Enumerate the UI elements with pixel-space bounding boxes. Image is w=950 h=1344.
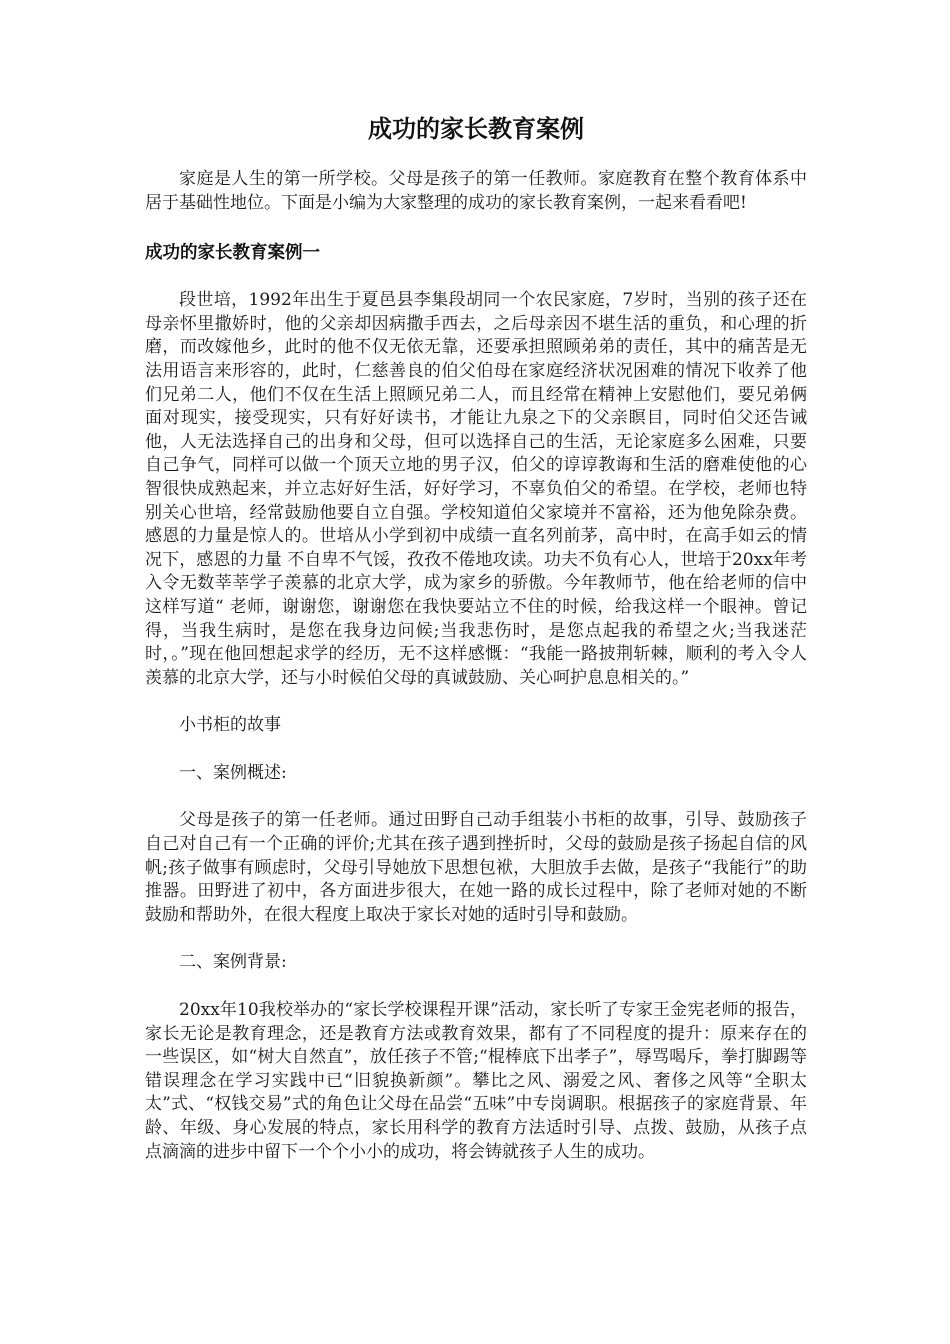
story-title: 小书柜的故事 — [179, 715, 281, 736]
background-paragraph: 20xx年10我校举办的“家长学校课程开课”活动，家长听了专家王金宪老师的报告，家长无论是教育理念，还是教育方法或教育效果，都有了不同程度的提升：原来存在的一些误区，如“树大自然直”，放任孩子不管;“棍棒底下出孝子”，辱骂喝斥，拳打脚踢等错误理念在学习实践中已“旧貌换新颜”。攀比之风、溺爱之风、奢侈之风等“全职太太”式、“权钱交易”式的角色让父母在品尝“五味”中专岗调职。根据孩子的家庭背景、年龄、年级、身心发展的特点，家长用科学的教育方法适时引导、点拨、鼓励，从孩子点点滴滴的进步中留下一个个小小的成功，将会铸就孩子人生的成功。 — [145, 1000, 807, 1162]
document-title: 成功的家长教育案例 — [368, 115, 584, 143]
document-page — [145, 112, 807, 1164]
intro-paragraph: 家庭是人生的第一所学校。父母是孩子的第一任教师。家庭教育在整个教育体系中居于基础性地位。下面是小编为大家整理的成功的家长教育案例，一起来看看吧! — [145, 169, 807, 213]
overview-heading: 一、案例概述: — [179, 762, 287, 783]
section-heading: 成功的家长教育案例一 — [145, 243, 320, 264]
background-heading: 二、案例背景: — [179, 952, 287, 973]
case-one-paragraph: 段世培，1992年出生于夏邑县李集段胡同一个农民家庭，7岁时，当别的孩子还在母亲怀里撒娇时，他的父亲却因病撒手西去，之后母亲因不堪生活的重负，和心理的折磨，而改嫁他乡，此时的他不仅无依无靠，还要承担照顾弟弟的责任，其中的痛苦是无法用语言来形容的，此时，仁慈善良的伯父伯母在家庭经济状况困难的情况下收养了他们兄弟二人，他们不仅在生活上照顾兄弟二人，而且经常在精神上安慰他们，要兄弟俩面对现实，接受现实，只有好好读书，才能让九泉之下的父亲瞑目，同时伯父还告诫他，人无法选择自己的出身和父母，但可以选择自己的生活，无论家庭多么困难，只要自己争气，同样可以做一个顶天立地的男子汉，伯父的谆谆教诲和生活的磨难使他的心智很快成熟起来，并立志好好生活，好好学习，不辜负伯父的希望。在学校，老师也特别关心世培，经常鼓励他要自立自强。学校知道伯父家境并不富裕，还为他免除杂费。感恩的力量是惊人的。世培从小学到初中成绩一直名列前茅，高中时，在高手如云的情况下，感恩的力量 不自卑不气馁，孜孜不倦地攻读。功夫不负有心人，世培于20xx年考入令无数莘莘学子羡慕的北京大学，成为家乡的骄傲。今年教师节，他在给老师的信中这样写道“ 老师，谢谢您，谢谢您在我快要站立不住的时候，给我这样一个眼神。曾记得，当我生病时，是您在我身边问候;当我悲伤时，是您点起我的希望之火;当我迷茫时，。”现在他回想起求学的经历，无不这样感慨：“我能一路披荆斩棘，顺利的考入令人羡慕的北京大学，还与小时候伯父母的真诚鼓励、关心呵护息息相关的。” — [145, 290, 807, 688]
overview-paragraph: 父母是孩子的第一任老师。通过田野自己动手组装小书柜的故事，引导、鼓励孩子自己对自己有一个正确的评价;尤其在孩子遇到挫折时，父母的鼓励是孩子扬起自信的风帆;孩子做事有顾虑时，父母引导她放下思想包袱，大胆放手去做，是孩子“我能行”的助推器。田野进了初中，各方面进步很大，在她一路的成长过程中，除了老师对她的不断鼓励和帮助外，在很大程度上取决于家长对她的适时引导和鼓励。 — [145, 810, 807, 925]
